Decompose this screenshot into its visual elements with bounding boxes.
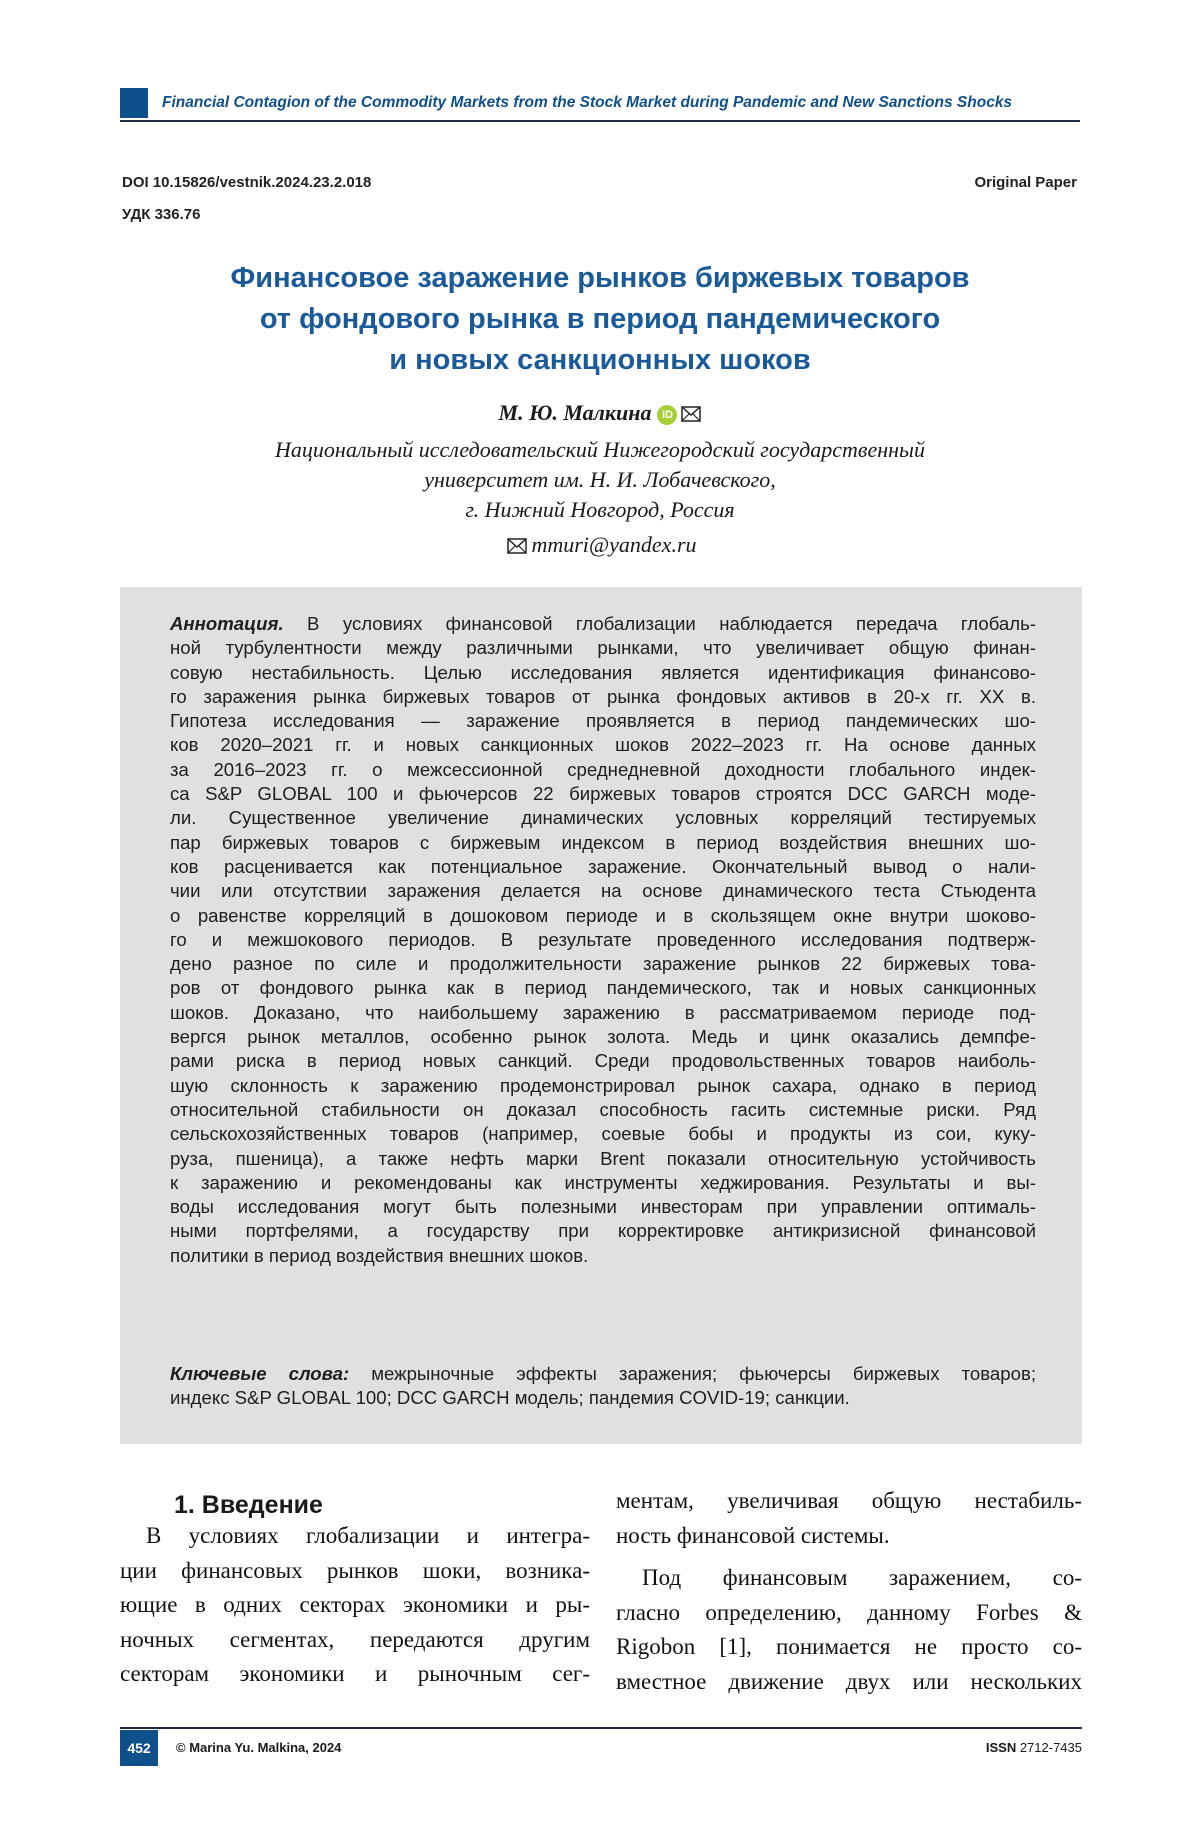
body-line: секторам экономики и рыночным сег- (120, 1661, 590, 1686)
running-title: Financial Contagion of the Commodity Markets from the Stock Market during Pandemic and New Sanctions Shocks (162, 94, 1013, 111)
author-name: М. Ю. Малкина (498, 400, 652, 425)
envelope-icon (507, 534, 527, 560)
affiliation (0, 435, 1200, 525)
abstract-line: вергся рынок металлов, особенно рынок золота. Медь и цинк оказались демпфе- (170, 1026, 1036, 1048)
abstract-line: к заражению и рекомендованы как инструменты хеджирования. Результаты и вы- (170, 1171, 1036, 1193)
body-line: ментам, увеличивая общую нестабиль- (616, 1488, 1082, 1513)
keywords-line (170, 1362, 1036, 1386)
abstract-line: о равенстве корреляций в дошоковом периоде и в скользящем окне внутри шоково- (170, 904, 1036, 926)
abstract-line: руза, пшеница), а также нефть марки Brent показали относительную устойчивость (170, 1147, 1036, 1169)
header-marker (120, 88, 148, 118)
body-line: вместное движение двух или нескольких (616, 1668, 1082, 1694)
email-line (0, 532, 1200, 560)
page-number: 452 (120, 1730, 158, 1766)
body-line: В условиях глобализации и интегра- (146, 1523, 590, 1548)
abstract-line: са S&P GLOBAL 100 и фьючерсов 22 биржевых товаров строятся DCC GARCH моде- (170, 783, 1036, 805)
abstract (170, 612, 1036, 1268)
paper-title (150, 258, 1050, 381)
abstract-line: ков расценивается как потенциальное заражение. Окончательный вывод о нали- (170, 855, 1036, 877)
abstract-line (170, 612, 1036, 636)
keywords-line: индекс S&P GLOBAL 100; DCC GARCH модель; пандемия COVID-19; санкции. (170, 1387, 850, 1409)
abstract-line: рами риска в период новых санкций. Среди продовольственных товаров наиболь- (170, 1050, 1036, 1072)
body-line: Под финансовым заражением, со- (642, 1565, 1082, 1590)
abstract-line: совую нестабильность. Целью исследования является идентификация финансово- (170, 661, 1036, 683)
body-column-right (616, 1484, 1082, 1699)
copyright: © Marina Yu. Malkina, 2024 (176, 1740, 342, 1755)
email-link[interactable]: mmuri@yandex.ru (531, 532, 697, 557)
abstract-line: чии или отсутствии заражения делается на основе динамического теста Стьюдента (170, 880, 1036, 902)
section-title: 1. Введение (174, 1491, 323, 1519)
title-line: Финансовое заражение рынков биржевых товаров (230, 262, 970, 294)
abstract-line: относительной стабильности он доказал способность гасить системные риски. Ряд (170, 1098, 1036, 1120)
paper-type: Original Paper (974, 174, 1077, 191)
issn-value: 2712-7435 (1016, 1740, 1082, 1755)
body-line: Rigobon [1], понимается не просто со- (616, 1634, 1082, 1659)
issn (986, 1740, 1082, 1755)
abstract-line: ной турбулентности между различными рынками, что увеличивает общую финан- (170, 637, 1036, 659)
abstract-line: го заражения рынка биржевых товаров от рынка фондовых активов в 20-х гг. XX в. (170, 685, 1036, 707)
title-line: от фондового рынка в период пандемического (259, 303, 941, 335)
abstract-label: Аннотация. (170, 613, 284, 634)
keywords-label: Ключевые слова: (170, 1363, 350, 1384)
abstract-line: ными портфелями, а государству при корректировке антикризисной финансовой (170, 1220, 1036, 1242)
doi: DOI 10.15826/vestnik.2024.23.2.018 (122, 174, 372, 191)
abstract-text: В условиях финансовой глобализации наблюдается передача глобаль- (283, 613, 1036, 634)
running-header (120, 88, 1080, 122)
abstract-line: дено разное по силе и продолжительности заражение рынков 22 биржевых това- (170, 953, 1036, 975)
abstract-line: Гипотеза исследования — заражение проявляется в период пандемических шо- (170, 710, 1036, 732)
body-line: ции финансовых рынков шоки, возника- (120, 1557, 590, 1583)
keywords-text: межрыночные эффекты заражения; фьючерсы биржевых товаров; (349, 1363, 1036, 1384)
abstract-line: ров от фондового рынка как в период пандемического, так и новых санкционных (170, 977, 1036, 999)
affiliation-line: г. Нижний Новгород, Россия (465, 497, 735, 522)
body-line: ющие в одних секторах экономики и ры- (120, 1592, 590, 1617)
issn-label: ISSN (985, 1740, 1017, 1755)
abstract-line: воды исследования могут быть полезными инвесторам при управлении оптималь- (170, 1196, 1036, 1218)
affiliation-line: Национальный исследовательский Нижегородский государственный (275, 437, 925, 462)
body-line: гласно определению, данному Forbes & (616, 1599, 1082, 1625)
abstract-line: сельскохозяйственных товаров (например, соевые бобы и продукты из сои, куку- (170, 1123, 1036, 1145)
author-line (0, 400, 1200, 428)
body-line: ность финансовой системы. (616, 1522, 890, 1548)
title-line: и новых санкционных шоков (389, 344, 811, 376)
abstract-line: за 2016–2023 гг. о межсессионной среднедневной доходности глобального индек- (170, 758, 1036, 780)
abstract-line: шоков. Доказано, что наибольшему заражению в рассматриваемом периоде под- (170, 1001, 1036, 1023)
abstract-line: го и межшокового периодов. В результате проведенного исследования подтверж- (170, 928, 1036, 950)
abstract-line: политики в период воздействия внешних шоков. (170, 1244, 589, 1266)
udk: УДК 336.76 (122, 206, 201, 223)
body-column-left (120, 1519, 590, 1692)
abstract-line: ли. Существенное увеличение динамических условных корреляций тестируемых (170, 807, 1036, 829)
abstract-line: пар биржевых товаров с биржевым индексом в период воздействия внешних шо- (170, 831, 1036, 853)
footer-rule (120, 1727, 1082, 1729)
affiliation-line: университет им. Н. И. Лобачевского, (424, 467, 776, 492)
orcid-icon[interactable]: iD (657, 405, 677, 425)
body-line: ночных сегментах, передаются другим (120, 1626, 590, 1652)
envelope-icon[interactable] (681, 402, 701, 428)
abstract-line: шую склонность к заражению продемонстрировал рынок сахара, однако в период (170, 1074, 1036, 1096)
keywords (170, 1362, 1036, 1411)
abstract-line: ков 2020–2021 гг. и новых санкционных шоков 2022–2023 гг. На основе данных (170, 734, 1036, 756)
